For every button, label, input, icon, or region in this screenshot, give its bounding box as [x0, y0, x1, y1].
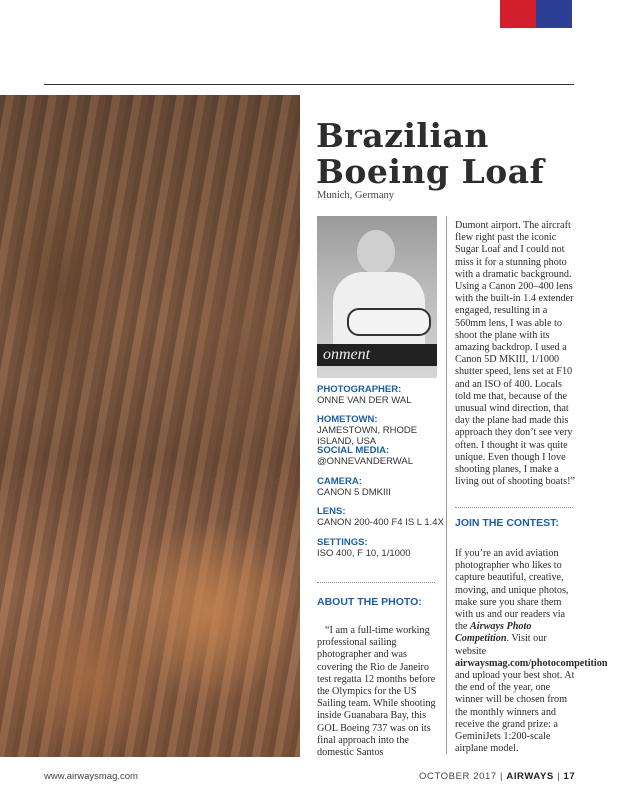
- meta-value: ONNE VAN DER WAL: [317, 395, 412, 406]
- footer-separator: |: [500, 771, 504, 782]
- contest-text-part: If you’re an avid aviation photographer who likes to capture beautiful, creative, moving, and unique photos, make sure you share them with us and our readers via the: [455, 548, 569, 633]
- column-divider: [446, 216, 447, 754]
- footer-website[interactable]: www.airwaysmag.com: [44, 771, 138, 782]
- photographer-portrait: [317, 216, 437, 378]
- page-number: 17: [563, 771, 576, 782]
- meta-social: [317, 445, 447, 467]
- meta-value: CANON 200-400 F4 IS L 1.4X: [317, 517, 444, 528]
- top-rule: [44, 84, 574, 85]
- footer-issue: [419, 771, 575, 782]
- meta-lens: [317, 506, 447, 528]
- footer-brand: AIRWAYS: [506, 771, 554, 782]
- contest-text: [455, 548, 608, 755]
- meta-value: ISO 400, F 10, 1/1000: [317, 548, 411, 559]
- flag-red-block: [500, 0, 536, 28]
- article-title: Brazilian Boeing Loaf: [316, 116, 545, 191]
- contest-text-part: . Visit our website: [455, 633, 547, 657]
- meta-camera: [317, 476, 447, 498]
- divider: [455, 507, 573, 508]
- about-heading: ABOUT THE PHOTO:: [317, 596, 422, 608]
- portrait-banner: onment: [317, 344, 437, 366]
- meta-photographer: [317, 384, 447, 406]
- location: Munich, Germany: [317, 190, 394, 201]
- sugar-loaf-photo: [0, 95, 300, 757]
- meta-value: @ONNEVANDERWAL: [317, 456, 414, 467]
- contest-url[interactable]: airwaysmag.com/photocompetition: [455, 657, 608, 669]
- footer-separator: |: [557, 771, 561, 782]
- divider: [317, 582, 435, 583]
- meta-settings: [317, 537, 447, 559]
- meta-label: SOCIAL MEDIA:: [317, 445, 390, 456]
- meta-hometown: [317, 414, 447, 447]
- meta-label: HOMETOWN:: [317, 414, 378, 425]
- about-text: “I am a full-time working professional sailing photographer and was covering the Rio de Janeiro test regatta 12 months before the Olympics for the US Sailing team. While shooting inside Guanabara Bay, this GOL Boeing 737 was on its final approach into the domestic Santos: [317, 625, 436, 759]
- meta-label: LENS:: [317, 506, 346, 517]
- camera-lens: [347, 308, 431, 336]
- meta-label: PHOTOGRAPHER:: [317, 384, 402, 395]
- meta-label: CAMERA:: [317, 476, 362, 487]
- continued-text: Dumont airport. The aircraft flew right past the iconic Sugar Loaf and I could not miss it for a stunning photo with a dramatic background. Using a Canon 200–400 lens with the built-in 1.4 extender engaged, resulting in a 560mm lens, I was able to shoot the plane with its amazing backdrop. I used a Canon 5D MKIII, 1/1000 shutter speed, lens set at F10 and an ISO of 400. Locals told me that, because of the unusual wind direction, that day the plane had made this approach they don’t see very often. I thought it was quite unique. Even though I love shooting planes, I make a living out of shooting boats!”: [455, 220, 575, 488]
- portrait-head: [357, 230, 395, 274]
- meta-value: CANON 5 DMKIII: [317, 487, 391, 498]
- contest-heading: JOIN THE CONTEST:: [455, 517, 559, 529]
- competition-name: Airways Photo Competition: [455, 621, 532, 645]
- contest-text-part: and upload your best shot. At the end of the year, one winner will be chosen from the monthly winners and receive the grand prize: a GeminiJets 1:200-scale airplane model.: [455, 670, 575, 755]
- meta-value: JAMESTOWN, RHODE ISLAND, USA: [317, 425, 418, 447]
- issue-date: OCTOBER 2017: [419, 771, 497, 782]
- flag-blue-block: [536, 0, 572, 28]
- meta-label: SETTINGS:: [317, 537, 368, 548]
